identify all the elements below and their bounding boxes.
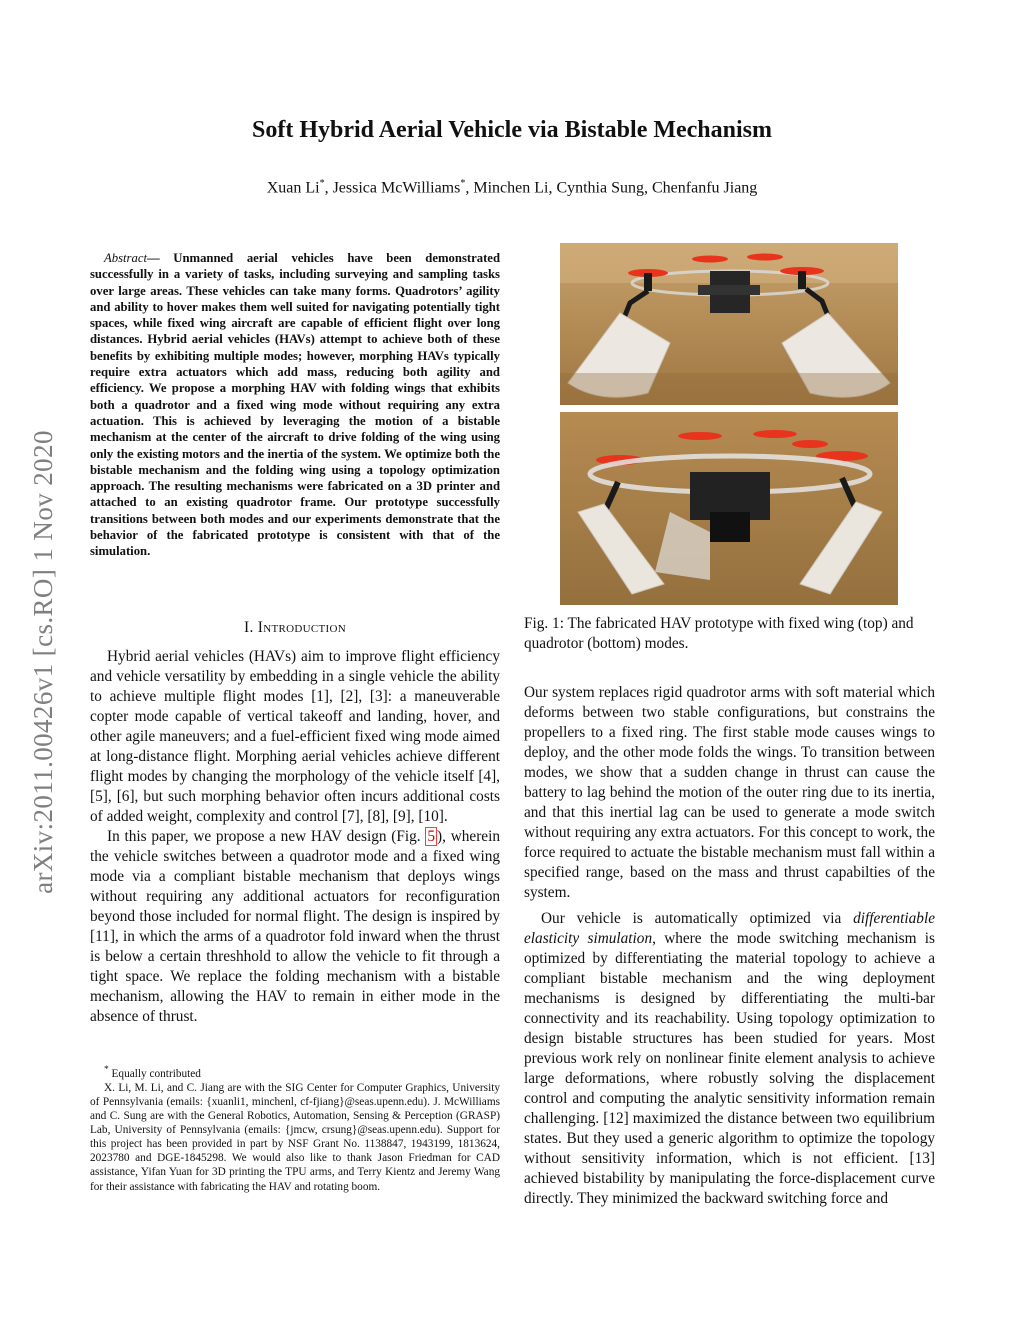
figure-photo-fixed-wing-mode xyxy=(560,243,898,405)
abstract-label: Abstract xyxy=(104,251,147,265)
intro-paragraph-1: Hybrid aerial vehicles (HAVs) aim to improve flight efficiency and vehicle versatility by embedding in a single vehicle the ability to achieve multiple flight modes [1], [2], [3]: a maneuverable copter mode capable of vertical takeoff and landing, hover, and other agile maneuvers; and a fuel-efficient fixed wing mode aimed at long-distance flight. Morphing aerial vehicles achieve different flight modes by changing the morphology of the vehicle itself [4], [5], [6], but such morphing behavior often incurs additional costs of added weight, complexity and control [7], [8], [9], [10]. xyxy=(90,648,500,825)
footnote-affiliations: X. Li, M. Li, and C. Jiang are with the SIG Center for Computer Graphics, University of Pennsylvania (emails: {xuanli1, minchenl, cf-fjiang}@seas.upenn.edu). J. McWilliams and C. Sung are with the General Robotics, Automation, Sensing & Perception (GRASP) Lab, University of Pennsylvania (emails: {jmcw, crsung}@seas.upenn.edu). Support for this project has been provided in part by NSF Grant No. 1138847, 1943199, 1813624, 2023780 and DGE-1845298. We would also like to thank Jason Friedman for CAD assistance, Yifan Yuan for 3D printing the TPU arms, and Terry Kientz and Jeremy Wang for their assistance with fabricating the HAV and rotating boom. xyxy=(90,1081,500,1193)
other-authors: Minchen Li, Cynthia Sung, Chenfanfu Jiang xyxy=(473,179,758,197)
right-column-paragraph-1: Our system replaces rigid quadrotor arms with soft material which deforms between two stable configurations, but constrains the propellers to a fixed ring. The first stable mode causes wings to deploy, and the other mode folds the wings. To transition between modes, we show that a sudden change in thrust can cause the battery to lag behind the motion of the outer ring due to its inertia, and that this inertial lag can be used to generate a mode switch without requiring any extra actuators. For this concept to work, the force required to actuate the bistable mechanism must fall within a specified range, based on the mass and thrust capabilties of the system. xyxy=(524,684,935,901)
intro-paragraph-2: In this paper, we propose a new HAV design (Fig. 5 ), wherein the vehicle switches between a quadrotor mode and a fixed wing mode via a compliant bistable mechanism that deploys wings without requiring any additional actuators for reconfiguration beyond those included for normal flight. The design is inspired by [11], in which the arms of a quadrotor fold inward when the thrust is below a certain threshhold to allow the vehicle to fit through a tight space. We replace the folding mechanism with a bistable mechanism, allowing the HAV to remain in either mode in the absence of thrust. xyxy=(90,828,500,1025)
figure-photo-quadrotor-mode xyxy=(560,412,898,605)
figure-caption: Fig. 1: The fabricated HAV prototype with fixed wing (top) and quadrotor (bottom) modes. xyxy=(524,615,914,652)
section-heading-introduction: I. Introduction xyxy=(243,619,346,636)
author-list: Xuan Li*, Jessica McWilliams*, Minchen Li, Cynthia Sung, Chenfanfu Jiang xyxy=(266,178,758,197)
emphasis-differentiable-simulation: differentiable elasticity simulation xyxy=(524,910,935,947)
equal-contribution-mark: * xyxy=(319,178,325,189)
author-2: Jessica McWilliams xyxy=(332,179,461,197)
author-1: Xuan Li xyxy=(266,179,320,197)
right-column-paragraph-2: Our vehicle is automatically optimized via differentiable elasticity simulation, where the mode switching mechanism is optimized by differentiating the material topology to achieve a compliant bistable mechanism and the wing deployment mechanisms is designed by differentiating the multi-bar connectivity and its reachability. Using topology optimization to design bistable structures has been studied for years. Most previous work rely on nonlinear finite element analysis to achieve large deformations, where robustly solving the displacement control and computing the analytic sensitivity information remain challenging. [12] maximized the distance between two equilibrium states. But they used a generic algorithm to optimize the topology without sensitivity information, which is not efficient. [13] achieved bistability by manipulating the force-displacement curve directly. They minimized the backward switching force and xyxy=(524,910,935,1207)
footnotes xyxy=(90,1063,500,1194)
paper-title: Soft Hybrid Aerial Vehicle via Bistable Mechanism xyxy=(252,117,772,143)
introduction-text xyxy=(90,647,500,1027)
equal-contribution-mark: * xyxy=(460,178,466,189)
footnote-equal-contribution: * Equally contributed xyxy=(104,1065,201,1080)
hav-quadrotor-image xyxy=(560,412,898,605)
abstract xyxy=(90,250,500,560)
abstract-text: Unmanned aerial vehicles have been demonstrated successfully in a variety of tasks, including surveying and sampling tasks over large areas. These vehicles can take many forms. Quadrotors’ agility and ability to hover makes them well suited for navigating potentially tight spaces, while fixed wing aircraft are capable of efficient flight over long distances. Hybrid aerial vehicles (HAVs) attempt to achieve both of these benefits by exhibiting multiple modes; however, morphing HAVs typically require extra actuators which add mass, reducing both agility and efficiency. We propose a morphing HAV with folding wings that exhibits both a quadrotor and a fixed wing mode without requiring any extra actuation. This is achieved by leveraging the motion of a bistable mechanism at the center of the aircraft to drive folding of the wing using only the existing motors and the inertia of the system. We optimize both the bistable mechanism and the folding wing using a topology optimization approach. The resulting mechanisms were fabricated on a 3D printer and attached to an existing quadrotor frame. Our prototype successfully transitions between both modes and our experiments demonstrate that the behavior of the fabricated prototype is consistent with that of the simulation. xyxy=(90,251,500,559)
hav-fixed-wing-image xyxy=(560,243,898,405)
abstract-dash: — xyxy=(147,251,160,265)
arxiv-stamp: arXiv:2011.00426v1 [cs.RO] 1 Nov 2020 xyxy=(28,430,58,894)
figure-reference-link[interactable]: 5 xyxy=(427,828,436,845)
